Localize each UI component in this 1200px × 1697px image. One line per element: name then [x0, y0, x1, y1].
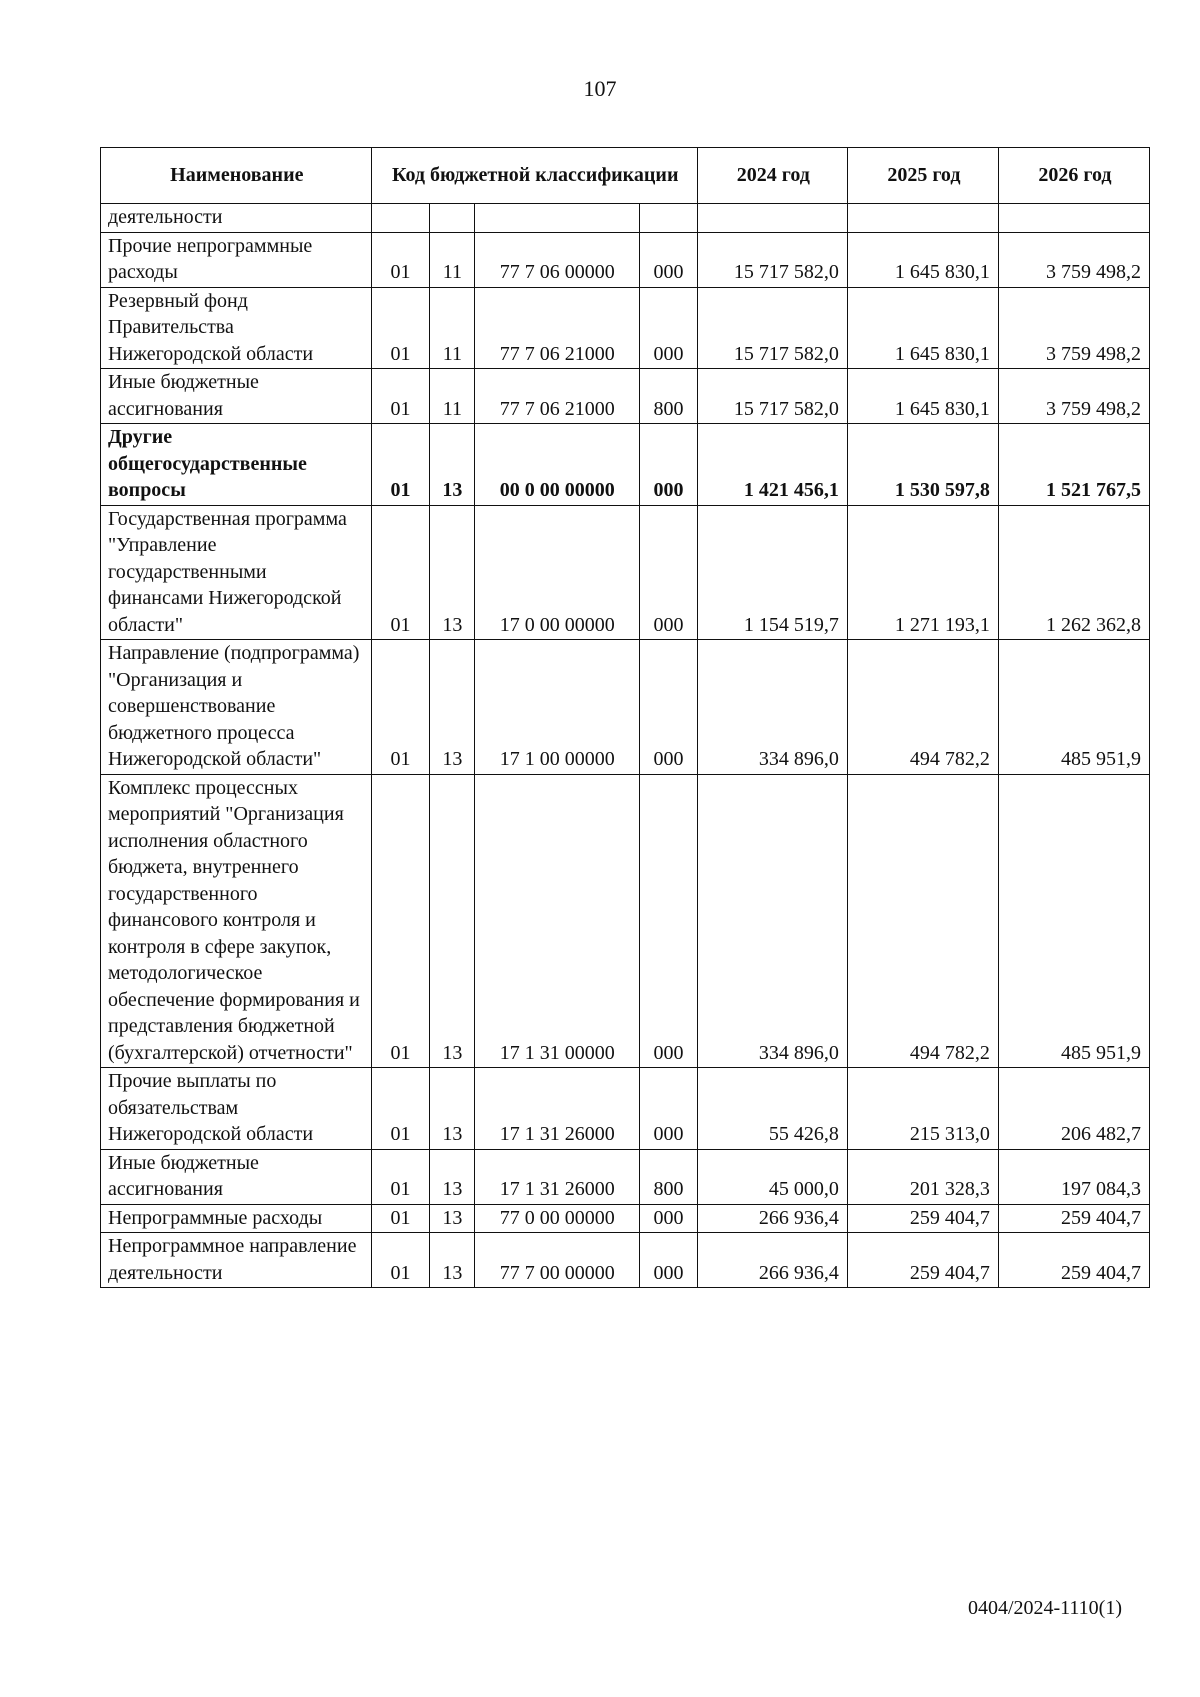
row-value-2025: 1 645 830,1	[847, 287, 998, 369]
row-section: 01	[371, 1204, 430, 1233]
row-value-2024: 55 426,8	[697, 1068, 847, 1150]
row-expense-type: 000	[640, 232, 698, 287]
row-target	[475, 204, 640, 233]
row-expense-type: 000	[640, 424, 698, 506]
row-expense-type: 000	[640, 287, 698, 369]
row-name: Непрограммные расходы	[101, 1204, 372, 1233]
table-row	[101, 640, 1150, 775]
table-header-row	[101, 148, 1150, 204]
row-value-2026: 3 759 498,2	[998, 232, 1149, 287]
row-subsection: 11	[430, 287, 475, 369]
header-code: Код бюджетной классификации	[371, 148, 697, 204]
row-subsection: 11	[430, 232, 475, 287]
table-row	[101, 204, 1150, 233]
row-value-2026: 259 404,7	[998, 1204, 1149, 1233]
table-row	[101, 287, 1150, 369]
row-value-2025: 1 645 830,1	[847, 369, 998, 424]
row-target: 00 0 00 00000	[475, 424, 640, 506]
row-value-2026: 206 482,7	[998, 1068, 1149, 1150]
row-value-2024: 15 717 582,0	[697, 232, 847, 287]
row-subsection: 11	[430, 369, 475, 424]
row-subsection: 13	[430, 424, 475, 506]
table-row	[101, 1233, 1150, 1288]
table-row	[101, 369, 1150, 424]
row-value-2026: 1 521 767,5	[998, 424, 1149, 506]
row-value-2025: 494 782,2	[847, 640, 998, 775]
row-subsection: 13	[430, 1204, 475, 1233]
row-target: 17 1 31 26000	[475, 1149, 640, 1204]
row-value-2025: 1 271 193,1	[847, 505, 998, 640]
row-value-2026: 3 759 498,2	[998, 369, 1149, 424]
row-target: 17 0 00 00000	[475, 505, 640, 640]
table-row	[101, 774, 1150, 1068]
header-2026: 2026 год	[998, 148, 1149, 204]
document-number: 0404/2024-1110(1)	[967, 1597, 1122, 1619]
row-subsection: 13	[430, 1233, 475, 1288]
row-subsection: 13	[430, 1149, 475, 1204]
row-target: 77 7 06 21000	[475, 287, 640, 369]
table-row	[101, 424, 1150, 506]
table-row	[101, 1149, 1150, 1204]
row-target: 77 7 06 21000	[475, 369, 640, 424]
table-row	[101, 1068, 1150, 1150]
row-value-2026: 1 262 362,8	[998, 505, 1149, 640]
row-target: 17 1 00 00000	[475, 640, 640, 775]
row-section	[371, 204, 430, 233]
row-value-2026: 485 951,9	[998, 640, 1149, 775]
row-subsection: 13	[430, 774, 475, 1068]
row-target: 17 1 31 26000	[475, 1068, 640, 1150]
row-expense-type: 000	[640, 1204, 698, 1233]
row-subsection: 13	[430, 640, 475, 775]
row-expense-type: 000	[640, 1068, 698, 1150]
row-value-2024: 45 000,0	[697, 1149, 847, 1204]
row-section: 01	[371, 424, 430, 506]
row-target: 77 0 00 00000	[475, 1204, 640, 1233]
row-section: 01	[371, 640, 430, 775]
row-name: Непрограммное направление деятельности	[101, 1233, 372, 1288]
row-name: Прочие непрограммные расходы	[101, 232, 372, 287]
row-subsection	[430, 204, 475, 233]
row-target: 77 7 00 00000	[475, 1233, 640, 1288]
header-2025: 2025 год	[847, 148, 998, 204]
row-value-2024: 1 421 456,1	[697, 424, 847, 506]
row-name: Комплекс процессных мероприятий "Организация исполнения областного бюджета, внутреннего государственного финансового контроля и контроля в сфере закупок, методологическое обеспечение формирования и представления бюджетной (бухгалтерской) отчетности"	[101, 774, 372, 1068]
row-expense-type: 800	[640, 369, 698, 424]
row-value-2024: 266 936,4	[697, 1233, 847, 1288]
row-name: Направление (подпрограмма) "Организация и совершенствование бюджетного процесса Нижегородской области"	[101, 640, 372, 775]
row-section: 01	[371, 232, 430, 287]
row-section: 01	[371, 774, 430, 1068]
row-expense-type	[640, 204, 698, 233]
row-section: 01	[371, 505, 430, 640]
row-expense-type: 000	[640, 1233, 698, 1288]
row-section: 01	[371, 369, 430, 424]
row-value-2024: 15 717 582,0	[697, 287, 847, 369]
row-value-2025: 494 782,2	[847, 774, 998, 1068]
table-row	[101, 1204, 1150, 1233]
row-value-2025: 215 313,0	[847, 1068, 998, 1150]
row-name: Прочие выплаты по обязательствам Нижегородской области	[101, 1068, 372, 1150]
row-value-2024: 15 717 582,0	[697, 369, 847, 424]
header-name: Наименование	[101, 148, 372, 204]
row-name: Иные бюджетные ассигнования	[101, 1149, 372, 1204]
row-value-2026: 3 759 498,2	[998, 287, 1149, 369]
row-value-2025: 259 404,7	[847, 1233, 998, 1288]
row-section: 01	[371, 287, 430, 369]
row-value-2025: 1 645 830,1	[847, 232, 998, 287]
row-subsection: 13	[430, 1068, 475, 1150]
row-target: 77 7 06 00000	[475, 232, 640, 287]
page-number: 107	[583, 76, 617, 101]
row-target: 17 1 31 00000	[475, 774, 640, 1068]
row-name: Резервный фонд Правительства Нижегородской области	[101, 287, 372, 369]
row-value-2025	[847, 204, 998, 233]
row-subsection: 13	[430, 505, 475, 640]
row-expense-type: 000	[640, 774, 698, 1068]
row-name: Другие общегосударственные вопросы	[101, 424, 372, 506]
row-value-2026: 259 404,7	[998, 1233, 1149, 1288]
row-value-2025: 201 328,3	[847, 1149, 998, 1204]
budget-table	[100, 147, 1150, 1288]
row-name: деятельности	[101, 204, 372, 233]
row-expense-type: 800	[640, 1149, 698, 1204]
row-name: Государственная программа "Управление государственными финансами Нижегородской области"	[101, 505, 372, 640]
row-section: 01	[371, 1149, 430, 1204]
row-value-2024: 266 936,4	[697, 1204, 847, 1233]
row-value-2024	[697, 204, 847, 233]
row-value-2025: 1 530 597,8	[847, 424, 998, 506]
row-value-2026: 485 951,9	[998, 774, 1149, 1068]
row-value-2025: 259 404,7	[847, 1204, 998, 1233]
row-section: 01	[371, 1068, 430, 1150]
row-value-2024: 334 896,0	[697, 774, 847, 1068]
table-row	[101, 505, 1150, 640]
row-expense-type: 000	[640, 640, 698, 775]
table-row	[101, 232, 1150, 287]
row-name: Иные бюджетные ассигнования	[101, 369, 372, 424]
row-value-2024: 1 154 519,7	[697, 505, 847, 640]
row-expense-type: 000	[640, 505, 698, 640]
row-section: 01	[371, 1233, 430, 1288]
header-2024: 2024 год	[697, 148, 847, 204]
row-value-2026: 197 084,3	[998, 1149, 1149, 1204]
row-value-2024: 334 896,0	[697, 640, 847, 775]
row-value-2026	[998, 204, 1149, 233]
